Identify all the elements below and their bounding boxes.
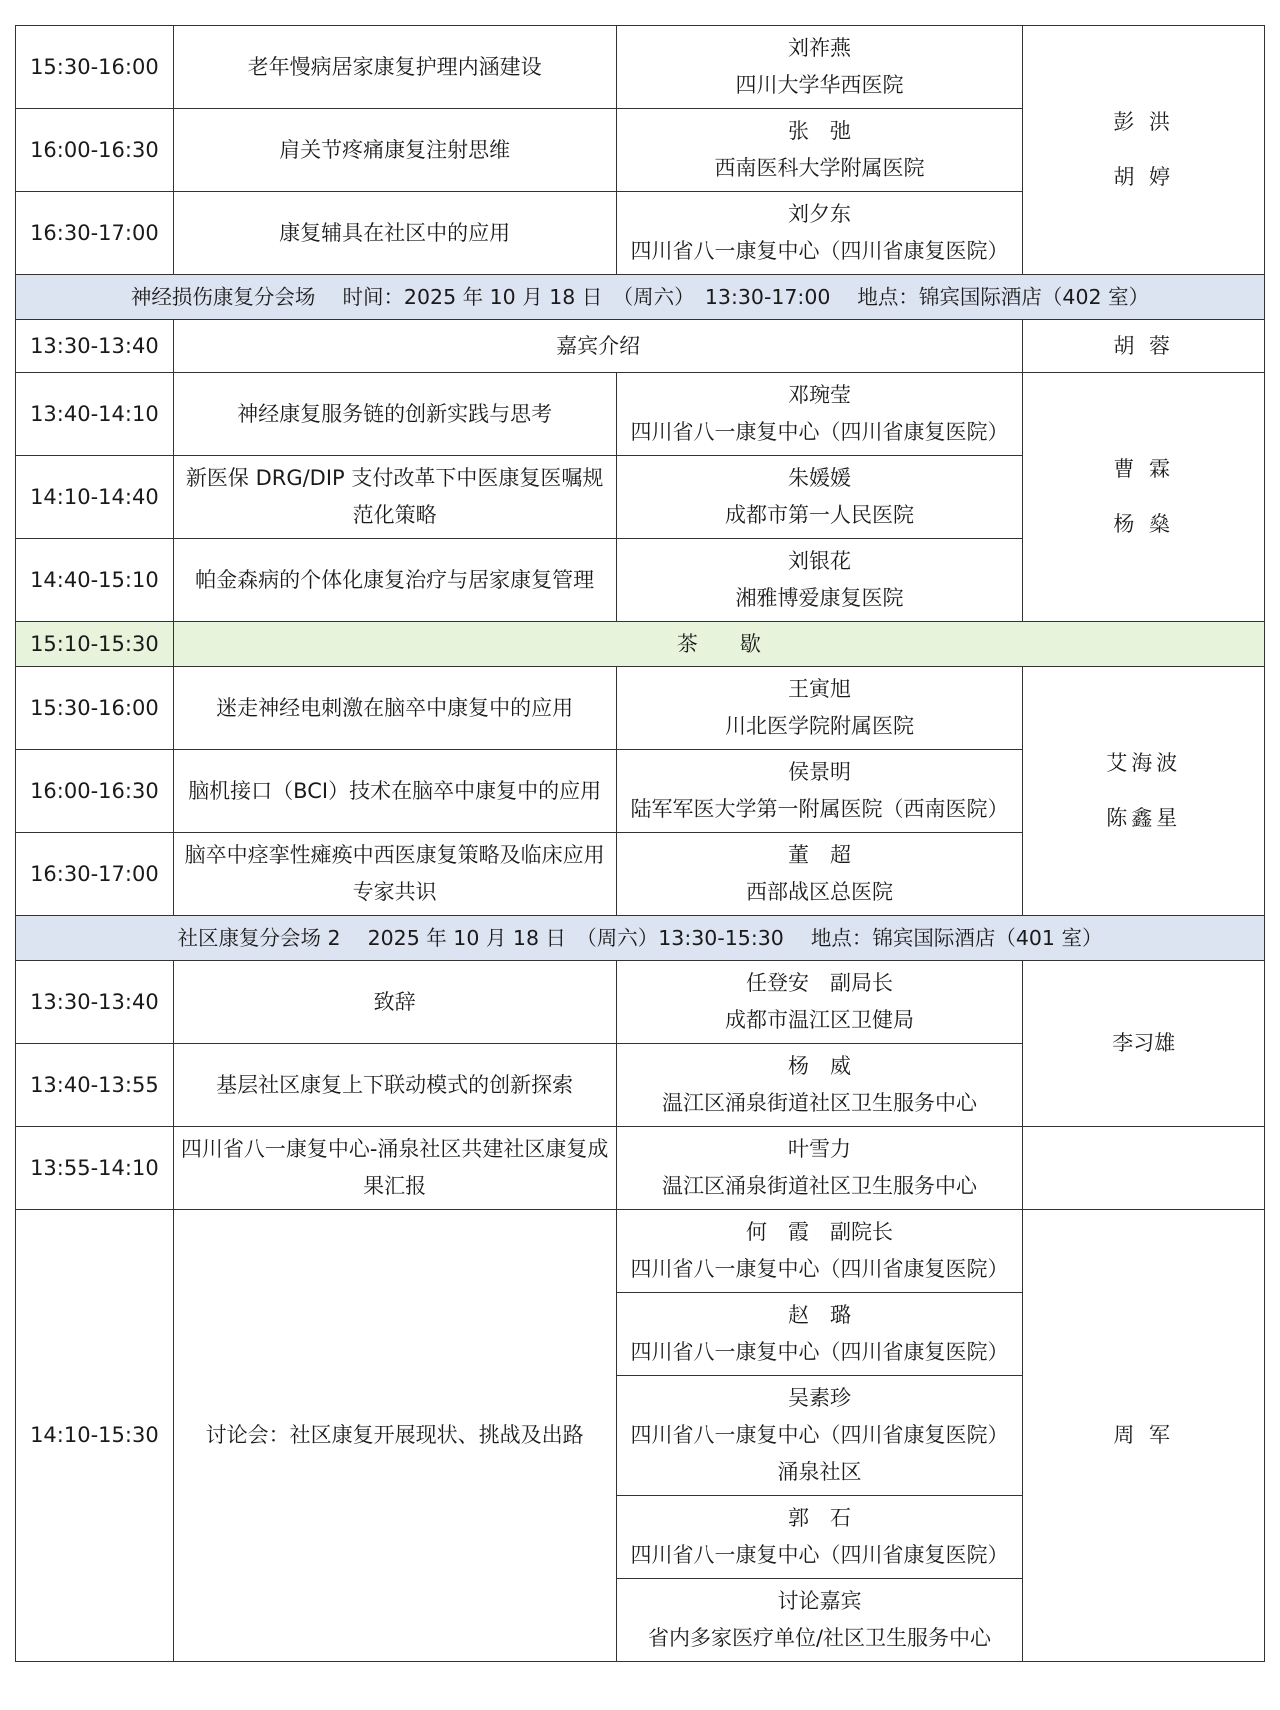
speaker-org: 四川省八一康复中心（四川省康复医院） <box>630 420 1009 444</box>
speaker-org: 成都市温江区卫健局 <box>724 1008 914 1032</box>
host-name: 胡 蓉 <box>1113 333 1175 358</box>
time-cell: 15:30-16:00 <box>16 26 174 109</box>
speaker-cell <box>616 1376 1023 1496</box>
speaker-org: 西部战区总医院 <box>745 880 893 904</box>
empty-cell <box>1023 1127 1265 1210</box>
host-name: 杨 燊 <box>1113 512 1175 536</box>
speaker-org: 湘雅博爱康复医院 <box>735 586 904 610</box>
topic-cell: 老年慢病居家康复护理内涵建设 <box>173 26 616 109</box>
topic-cell: 脑机接口（BCI）技术在脑卒中康复中的应用 <box>173 750 616 833</box>
speaker-name: 刘银花 <box>787 549 851 573</box>
time-cell: 15:10-15:30 <box>16 622 174 667</box>
topic-cell: 脑卒中痉挛性瘫痪中西医康复策略及临床应用专家共识 <box>173 833 616 916</box>
speaker-cell <box>616 373 1023 456</box>
topic-cell: 康复辅具在社区中的应用 <box>173 192 616 275</box>
speaker-org: 四川省八一康复中心（四川省康复医院） <box>630 1340 1009 1364</box>
topic-cell: 嘉宾介绍 <box>173 320 1023 373</box>
speaker-name: 邓琬莹 <box>787 383 851 407</box>
session-header-neuro: 神经损伤康复分会场 时间：2025 年 10 月 18 日 （周六） 13:30-17:00 地点：锦宾国际酒店（402 室） <box>16 275 1265 320</box>
session-header-row <box>16 916 1265 961</box>
host-name: 陈鑫星 <box>1106 806 1182 830</box>
time-cell: 16:30-17:00 <box>16 192 174 275</box>
speaker-name: 任登安 副局长 <box>745 971 893 995</box>
table-row <box>16 961 1265 1044</box>
time-cell: 13:40-14:10 <box>16 373 174 456</box>
topic-cell: 致辞 <box>173 961 616 1044</box>
speaker-cell <box>616 1496 1023 1579</box>
host-cell <box>1023 26 1265 275</box>
time-cell: 14:10-15:30 <box>16 1210 174 1662</box>
speaker-cell <box>616 750 1023 833</box>
speaker-name: 郭 石 <box>787 1506 851 1530</box>
topic-cell: 新医保 DRG/DIP 支付改革下中医康复医嘱规范化策略 <box>173 456 616 539</box>
host-cell <box>1023 667 1265 916</box>
speaker-cell <box>616 1127 1023 1210</box>
host-cell <box>1023 1210 1265 1662</box>
speaker-cell <box>616 667 1023 750</box>
speaker-org: 西南医科大学附属医院 <box>714 156 925 180</box>
table-row <box>16 667 1265 750</box>
time-cell: 13:55-14:10 <box>16 1127 174 1210</box>
speaker-name: 董 超 <box>787 843 851 867</box>
speaker-name: 讨论嘉宾 <box>777 1589 862 1613</box>
speaker-org: 陆军军医大学第一附属医院（西南医院） <box>630 797 1009 821</box>
speaker-name: 赵 璐 <box>787 1303 851 1327</box>
host-cell <box>1023 961 1265 1127</box>
speaker-org: 四川省八一康复中心（四川省康复医院） <box>630 1257 1009 1281</box>
host-name: 艾海波 <box>1106 751 1182 775</box>
time-cell: 15:30-16:00 <box>16 667 174 750</box>
speaker-name: 朱媛媛 <box>787 466 851 490</box>
topic-cell: 讨论会：社区康复开展现状、挑战及出路 <box>173 1210 616 1662</box>
speaker-name: 何 霞 副院长 <box>745 1220 893 1244</box>
topic-cell: 四川省八一康复中心-涌泉社区共建社区康复成果汇报 <box>173 1127 616 1210</box>
speaker-org: 四川大学华西医院 <box>735 73 904 97</box>
time-cell: 13:30-13:40 <box>16 961 174 1044</box>
host-cell <box>1023 373 1265 622</box>
host-name: 李习雄 <box>1112 1031 1176 1055</box>
time-cell: 16:30-17:00 <box>16 833 174 916</box>
speaker-cell <box>616 1044 1023 1127</box>
topic-cell: 迷走神经电刺激在脑卒中康复中的应用 <box>173 667 616 750</box>
speaker-cell <box>616 833 1023 916</box>
speaker-name: 张 弛 <box>787 119 851 143</box>
speaker-cell <box>616 1579 1023 1662</box>
table-row <box>16 320 1265 373</box>
speaker-org: 省内多家医疗单位/社区卫生服务中心 <box>647 1626 992 1650</box>
topic-cell: 神经康复服务链的创新实践与思考 <box>173 373 616 456</box>
topic-cell: 基层社区康复上下联动模式的创新探索 <box>173 1044 616 1127</box>
topic-cell: 帕金森病的个体化康复治疗与居家康复管理 <box>173 539 616 622</box>
time-cell: 13:40-13:55 <box>16 1044 174 1127</box>
break-row <box>16 622 1265 667</box>
time-cell: 14:10-14:40 <box>16 456 174 539</box>
host-name: 周 军 <box>1113 1423 1175 1447</box>
break-label: 茶 歇 <box>173 622 1264 667</box>
speaker-name: 刘夕东 <box>787 202 851 226</box>
speaker-cell <box>616 26 1023 109</box>
time-cell: 14:40-15:10 <box>16 539 174 622</box>
speaker-cell <box>616 1293 1023 1376</box>
speaker-cell <box>616 456 1023 539</box>
host-name: 曹 霖 <box>1113 457 1175 481</box>
host-name: 彭 洪 <box>1113 110 1175 134</box>
speaker-org: 温江区涌泉街道社区卫生服务中心 <box>661 1174 977 1198</box>
topic-cell: 肩关节疼痛康复注射思维 <box>173 109 616 192</box>
speaker-name: 杨 威 <box>787 1054 851 1078</box>
speaker-org: 四川省八一康复中心（四川省康复医院） <box>630 1423 1009 1447</box>
speaker-org: 四川省八一康复中心（四川省康复医院） <box>630 239 1009 263</box>
speaker-org: 涌泉社区 <box>777 1460 862 1484</box>
time-cell: 16:00-16:30 <box>16 750 174 833</box>
speaker-cell <box>616 539 1023 622</box>
table-row <box>16 373 1265 456</box>
speaker-org: 温江区涌泉街道社区卫生服务中心 <box>661 1091 977 1115</box>
speaker-cell <box>616 109 1023 192</box>
speaker-name: 刘祚燕 <box>787 36 851 60</box>
table-row <box>16 26 1265 109</box>
time-cell: 13:30-13:40 <box>16 320 174 373</box>
host-cell <box>1023 320 1265 373</box>
host-name: 胡 婷 <box>1113 165 1175 189</box>
speaker-org: 成都市第一人民医院 <box>724 503 914 527</box>
session-header-row <box>16 275 1265 320</box>
speaker-org: 川北医学院附属医院 <box>724 714 914 738</box>
time-cell: 16:00-16:30 <box>16 109 174 192</box>
speaker-org: 四川省八一康复中心（四川省康复医院） <box>630 1543 1009 1567</box>
speaker-name: 叶雪力 <box>787 1137 851 1161</box>
schedule-table <box>15 25 1265 1662</box>
speaker-cell <box>616 961 1023 1044</box>
speaker-name: 侯景明 <box>787 760 851 784</box>
speaker-name: 王寅旭 <box>787 677 851 701</box>
speaker-name: 吴素珍 <box>787 1386 851 1410</box>
table-row <box>16 1210 1265 1293</box>
speaker-cell <box>616 1210 1023 1293</box>
speaker-cell <box>616 192 1023 275</box>
session-header-community: 社区康复分会场 2 2025 年 10 月 18 日 （周六）13:30-15:30 地点：锦宾国际酒店（401 室） <box>16 916 1265 961</box>
table-row <box>16 1127 1265 1210</box>
